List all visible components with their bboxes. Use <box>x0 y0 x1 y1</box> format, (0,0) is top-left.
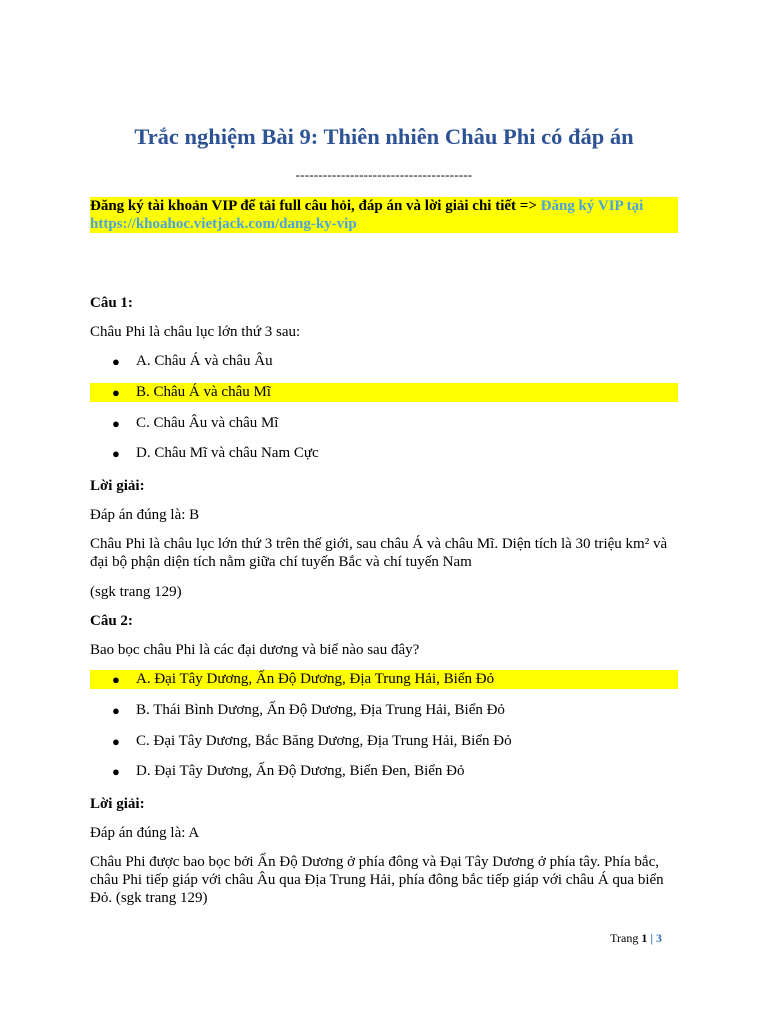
question-2-solution-label: Lời giải: <box>90 796 145 812</box>
vip-signup-link[interactable]: Đăng ký VIP tại https://khoahoc.vietjack.com/dang-ky-vip <box>90 198 644 232</box>
bullet-icon: ● <box>112 416 120 431</box>
question-2-option-b: ● B. Thái Bình Dương, Ấn Độ Dương, Địa Trung Hải, Biển Đỏ <box>112 702 505 718</box>
question-1-text: Châu Phi là châu lục lớn thứ 3 sau: <box>90 324 301 340</box>
bullet-icon: ● <box>112 672 120 687</box>
question-1-option-a: ● A. Châu Á và châu Âu <box>112 353 273 369</box>
bullet-icon: ● <box>112 446 120 461</box>
page-title: Trắc nghiệm Bài 9: Thiên nhiên Châu Phi có đáp án <box>134 124 634 149</box>
bullet-icon: ● <box>112 734 120 749</box>
question-1-source: (sgk trang 129) <box>90 584 182 600</box>
question-1-heading: Câu 1: <box>90 295 133 311</box>
question-1-option-c: ● C. Châu Âu và châu Mĩ <box>112 415 279 431</box>
question-1-explanation: Châu Phi là châu lục lớn thứ 3 trên thế giới, sau châu Á và châu Mĩ. Diện tích là 30 triệu km² và đại bộ phận diện tích nằm giữa chí tuyến Bắc và chí tuyến Nam <box>90 536 668 570</box>
question-1-option-d: ● D. Châu Mĩ và châu Nam Cực <box>112 445 319 461</box>
footer-label: Trang <box>610 931 642 945</box>
question-2-option-d: ● D. Đại Tây Dương, Ấn Độ Dương, Biển Đen, Biển Đỏ <box>112 763 465 779</box>
title-divider: --------------------------------------- <box>295 167 473 182</box>
page-footer <box>610 931 662 946</box>
question-2-text: Bao bọc châu Phi là các đại dương và biể nào sau đây? <box>90 642 420 658</box>
promo-text: Đăng ký tài khoản VIP để tải full câu hỏi, đáp án và lời giải chi tiết => <box>90 198 541 214</box>
total-page-count: 3 <box>656 931 662 945</box>
question-2-explanation: Châu Phi được bao bọc bởi Ấn Độ Dương ở phía đông và Đại Tây Dương ở phía tây. Phía bắc, châu Phi tiếp giáp với châu Âu qua Địa Trung Hải, phía đông bắc tiếp giáp với châu Á qua biển Đỏ. (sgk trang 129) <box>90 854 664 906</box>
bullet-icon: ● <box>112 703 120 718</box>
question-1-option-b: ● B. Châu Á và châu Mĩ <box>90 383 678 402</box>
current-page-number: 1 <box>641 931 648 945</box>
bullet-icon: ● <box>112 385 120 400</box>
question-1-answer: Đáp án đúng là: B <box>90 507 200 523</box>
question-1-solution-label: Lời giải: <box>90 478 145 494</box>
question-2-option-c: ● C. Đại Tây Dương, Bắc Băng Dương, Địa Trung Hải, Biển Đỏ <box>112 733 512 749</box>
question-2-answer: Đáp án đúng là: A <box>90 825 200 841</box>
vip-promo-banner <box>90 197 678 233</box>
bullet-icon: ● <box>112 764 120 779</box>
bullet-icon: ● <box>112 354 120 369</box>
question-2-heading: Câu 2: <box>90 613 133 629</box>
question-2-option-a: ● A. Đại Tây Dương, Ấn Độ Dương, Địa Trung Hải, Biển Đỏ <box>90 670 678 689</box>
footer-separator: | <box>647 931 656 945</box>
